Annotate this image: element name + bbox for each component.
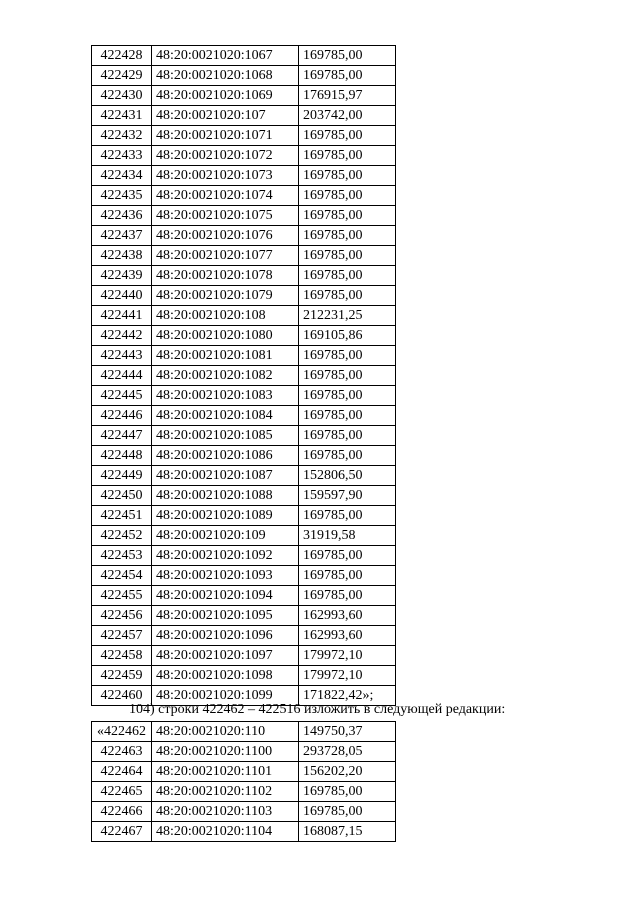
row-number-cell: 422434 bbox=[92, 166, 152, 186]
table-row bbox=[92, 606, 396, 626]
cadastral-value-cell: 169785,00 bbox=[299, 366, 396, 386]
row-number-cell: 422445 bbox=[92, 386, 152, 406]
table-row bbox=[92, 526, 396, 546]
table-row bbox=[92, 386, 396, 406]
row-number-cell: 422465 bbox=[92, 782, 152, 802]
cadastral-number-cell: 48:20:0021020:1103 bbox=[152, 802, 299, 822]
row-number-cell: 422436 bbox=[92, 206, 152, 226]
table-body bbox=[92, 722, 396, 842]
table-row bbox=[92, 566, 396, 586]
row-number-cell: 422432 bbox=[92, 126, 152, 146]
cadastral-number-cell: 48:20:0021020:1072 bbox=[152, 146, 299, 166]
cadastral-number-cell: 48:20:0021020:1073 bbox=[152, 166, 299, 186]
cadastral-number-cell: 48:20:0021020:1096 bbox=[152, 626, 299, 646]
cadastral-value-cell: 293728,05 bbox=[299, 742, 396, 762]
cadastral-number-cell: 48:20:0021020:1080 bbox=[152, 326, 299, 346]
row-number-cell: 422439 bbox=[92, 266, 152, 286]
table-row bbox=[92, 366, 396, 386]
cadastral-value-cell: 152806,50 bbox=[299, 466, 396, 486]
cadastral-value-cell: 169785,00 bbox=[299, 66, 396, 86]
table-row bbox=[92, 722, 396, 742]
cadastral-value-cell: 169785,00 bbox=[299, 506, 396, 526]
row-number-cell: 422460 bbox=[92, 686, 152, 706]
row-number-cell: 422435 bbox=[92, 186, 152, 206]
table-row bbox=[92, 586, 396, 606]
table-row bbox=[92, 446, 396, 466]
cadastral-value-cell: 169785,00 bbox=[299, 346, 396, 366]
cadastral-number-cell: 48:20:0021020:107 bbox=[152, 106, 299, 126]
row-number-cell: 422466 bbox=[92, 802, 152, 822]
cadastral-value-cell: 169105,86 bbox=[299, 326, 396, 346]
cadastral-number-cell: 48:20:0021020:1098 bbox=[152, 666, 299, 686]
table-row bbox=[92, 546, 396, 566]
row-number-cell: 422428 bbox=[92, 46, 152, 66]
cadastral-number-cell: 48:20:0021020:1087 bbox=[152, 466, 299, 486]
cadastral-number-cell: 48:20:0021020:108 bbox=[152, 306, 299, 326]
row-number-cell: 422429 bbox=[92, 66, 152, 86]
cadastral-number-cell: 48:20:0021020:1084 bbox=[152, 406, 299, 426]
cadastral-value-cell: 179972,10 bbox=[299, 646, 396, 666]
table-row bbox=[92, 782, 396, 802]
cadastral-number-cell: 48:20:0021020:1083 bbox=[152, 386, 299, 406]
cadastral-number-cell: 48:20:0021020:1081 bbox=[152, 346, 299, 366]
row-number-cell: 422458 bbox=[92, 646, 152, 666]
table-row bbox=[92, 626, 396, 646]
cadastral-value-cell: 212231,25 bbox=[299, 306, 396, 326]
row-number-cell: 422464 bbox=[92, 762, 152, 782]
row-number-cell: 422447 bbox=[92, 426, 152, 446]
cadastral-value-cell: 31919,58 bbox=[299, 526, 396, 546]
row-number-cell: 422430 bbox=[92, 86, 152, 106]
cadastral-number-cell: 48:20:0021020:1092 bbox=[152, 546, 299, 566]
table-row bbox=[92, 186, 396, 206]
cadastral-value-cell: 169785,00 bbox=[299, 386, 396, 406]
row-number-cell: 422454 bbox=[92, 566, 152, 586]
table-row bbox=[92, 46, 396, 66]
cadastral-value-table-1 bbox=[91, 45, 396, 706]
row-number-cell: 422450 bbox=[92, 486, 152, 506]
table-row bbox=[92, 206, 396, 226]
cadastral-value-cell: 169785,00 bbox=[299, 406, 396, 426]
cadastral-value-cell: 203742,00 bbox=[299, 106, 396, 126]
table-row bbox=[92, 742, 396, 762]
cadastral-value-cell: 159597,90 bbox=[299, 486, 396, 506]
cadastral-number-cell: 48:20:0021020:109 bbox=[152, 526, 299, 546]
row-number-cell: 422463 bbox=[92, 742, 152, 762]
table-row bbox=[92, 486, 396, 506]
table-row bbox=[92, 246, 396, 266]
table-row bbox=[92, 506, 396, 526]
cadastral-number-cell: 48:20:0021020:1100 bbox=[152, 742, 299, 762]
cadastral-value-cell: 169785,00 bbox=[299, 166, 396, 186]
cadastral-number-cell: 48:20:0021020:1085 bbox=[152, 426, 299, 446]
row-number-cell: «422462 bbox=[92, 722, 152, 742]
table-row bbox=[92, 666, 396, 686]
row-number-cell: 422452 bbox=[92, 526, 152, 546]
row-number-cell: 422451 bbox=[92, 506, 152, 526]
cadastral-value-cell: 169785,00 bbox=[299, 586, 396, 606]
row-number-cell: 422446 bbox=[92, 406, 152, 426]
cadastral-value-cell: 169785,00 bbox=[299, 226, 396, 246]
row-number-cell: 422453 bbox=[92, 546, 152, 566]
table-row bbox=[92, 426, 396, 446]
cadastral-number-cell: 48:20:0021020:1079 bbox=[152, 286, 299, 306]
table-row bbox=[92, 146, 396, 166]
cadastral-number-cell: 48:20:0021020:1089 bbox=[152, 506, 299, 526]
cadastral-number-cell: 48:20:0021020:1102 bbox=[152, 782, 299, 802]
row-number-cell: 422448 bbox=[92, 446, 152, 466]
cadastral-value-cell: 149750,37 bbox=[299, 722, 396, 742]
cadastral-number-cell: 48:20:0021020:1104 bbox=[152, 822, 299, 842]
cadastral-value-cell: 169785,00 bbox=[299, 186, 396, 206]
cadastral-value-cell: 176915,97 bbox=[299, 86, 396, 106]
cadastral-number-cell: 48:20:0021020:1077 bbox=[152, 246, 299, 266]
cadastral-number-cell: 48:20:0021020:1076 bbox=[152, 226, 299, 246]
row-number-cell: 422459 bbox=[92, 666, 152, 686]
cadastral-number-cell: 48:20:0021020:1101 bbox=[152, 762, 299, 782]
cadastral-number-cell: 48:20:0021020:1069 bbox=[152, 86, 299, 106]
table-row bbox=[92, 166, 396, 186]
cadastral-value-cell: 169785,00 bbox=[299, 266, 396, 286]
cadastral-value-cell: 169785,00 bbox=[299, 286, 396, 306]
row-number-cell: 422442 bbox=[92, 326, 152, 346]
cadastral-number-cell: 48:20:0021020:1078 bbox=[152, 266, 299, 286]
cadastral-value-cell: 179972,10 bbox=[299, 666, 396, 686]
cadastral-value-cell: 169785,00 bbox=[299, 802, 396, 822]
cadastral-number-cell: 48:20:0021020:1088 bbox=[152, 486, 299, 506]
cadastral-value-cell: 169785,00 bbox=[299, 206, 396, 226]
row-number-cell: 422467 bbox=[92, 822, 152, 842]
cadastral-number-cell: 48:20:0021020:1074 bbox=[152, 186, 299, 206]
row-number-cell: 422438 bbox=[92, 246, 152, 266]
row-number-cell: 422443 bbox=[92, 346, 152, 366]
cadastral-value-cell: 162993,60 bbox=[299, 626, 396, 646]
cadastral-value-table-2 bbox=[91, 721, 396, 842]
table-row bbox=[92, 226, 396, 246]
row-number-cell: 422456 bbox=[92, 606, 152, 626]
table-row bbox=[92, 646, 396, 666]
cadastral-number-cell: 48:20:0021020:110 bbox=[152, 722, 299, 742]
cadastral-value-cell: 156202,20 bbox=[299, 762, 396, 782]
table-row bbox=[92, 66, 396, 86]
row-number-cell: 422433 bbox=[92, 146, 152, 166]
table-row bbox=[92, 86, 396, 106]
table-row bbox=[92, 126, 396, 146]
cadastral-value-cell: 169785,00 bbox=[299, 446, 396, 466]
table-row bbox=[92, 326, 396, 346]
cadastral-number-cell: 48:20:0021020:1068 bbox=[152, 66, 299, 86]
amendment-instruction: 104) строки 422462 – 422516 изложить в следующей редакции: bbox=[129, 702, 506, 717]
table-row bbox=[92, 346, 396, 366]
cadastral-number-cell: 48:20:0021020:1093 bbox=[152, 566, 299, 586]
cadastral-number-cell: 48:20:0021020:1067 bbox=[152, 46, 299, 66]
cadastral-number-cell: 48:20:0021020:1075 bbox=[152, 206, 299, 226]
cadastral-number-cell: 48:20:0021020:1086 bbox=[152, 446, 299, 466]
cadastral-number-cell: 48:20:0021020:1097 bbox=[152, 646, 299, 666]
cadastral-value-cell: 169785,00 bbox=[299, 782, 396, 802]
row-number-cell: 422449 bbox=[92, 466, 152, 486]
cadastral-value-cell: 169785,00 bbox=[299, 146, 396, 166]
row-number-cell: 422457 bbox=[92, 626, 152, 646]
cadastral-value-cell: 169785,00 bbox=[299, 126, 396, 146]
cadastral-value-cell: 162993,60 bbox=[299, 606, 396, 626]
table-row bbox=[92, 266, 396, 286]
row-number-cell: 422437 bbox=[92, 226, 152, 246]
cadastral-number-cell: 48:20:0021020:1095 bbox=[152, 606, 299, 626]
table-row bbox=[92, 106, 396, 126]
row-number-cell: 422431 bbox=[92, 106, 152, 126]
cadastral-number-cell: 48:20:0021020:1094 bbox=[152, 586, 299, 606]
cadastral-number-cell: 48:20:0021020:1082 bbox=[152, 366, 299, 386]
row-number-cell: 422444 bbox=[92, 366, 152, 386]
table-row bbox=[92, 466, 396, 486]
table-row bbox=[92, 306, 396, 326]
table-row bbox=[92, 406, 396, 426]
cadastral-value-cell: 169785,00 bbox=[299, 566, 396, 586]
table-body bbox=[92, 46, 396, 706]
cadastral-value-cell: 168087,15 bbox=[299, 822, 396, 842]
cadastral-value-cell: 169785,00 bbox=[299, 246, 396, 266]
cadastral-value-cell: 169785,00 bbox=[299, 426, 396, 446]
row-number-cell: 422455 bbox=[92, 586, 152, 606]
row-number-cell: 422441 bbox=[92, 306, 152, 326]
cadastral-number-cell: 48:20:0021020:1099 bbox=[152, 686, 299, 706]
cadastral-value-cell: 169785,00 bbox=[299, 546, 396, 566]
row-number-cell: 422440 bbox=[92, 286, 152, 306]
cadastral-value-cell: 171822,42»; bbox=[299, 686, 396, 706]
table-row bbox=[92, 286, 396, 306]
table-row bbox=[92, 822, 396, 842]
cadastral-number-cell: 48:20:0021020:1071 bbox=[152, 126, 299, 146]
cadastral-value-cell: 169785,00 bbox=[299, 46, 396, 66]
table-row bbox=[92, 762, 396, 782]
table-row bbox=[92, 802, 396, 822]
